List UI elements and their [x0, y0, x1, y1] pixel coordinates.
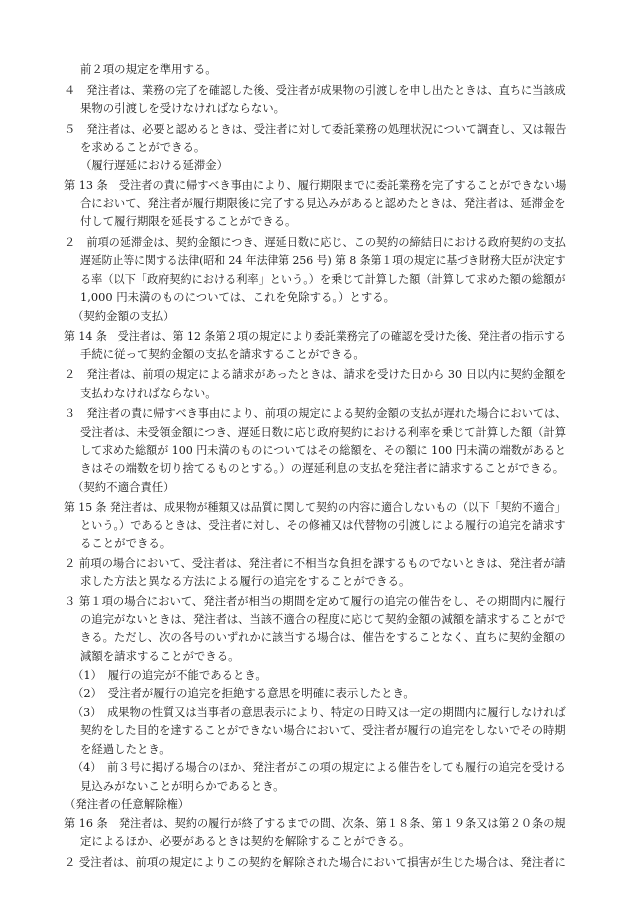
text-line: ２ 発注者は、前項の規定による請求があったときは、請求を受けた日から 30 日以内に契約金額を — [64, 367, 567, 381]
text-line: （1） 履行の追完が不能であるとき。 — [72, 668, 267, 682]
text-line: （契約不適合責任） — [72, 480, 175, 494]
text-line: ３ 発注者の責に帰すべき事由により、前項の規定による契約金額の支払が遅れた場合においては、 — [64, 406, 567, 420]
text-line: 果物の引渡しを受けなければならない。 — [80, 101, 286, 115]
text-line: 受注者は、未受領金額につき、遅延日数に応じ政府契約における利率を乗じて計算した額（計算 — [80, 425, 567, 439]
text-line: きる。ただし、次の各号のいずれかに該当する場合は、催告をすることなく、直ちに契約金額の — [80, 630, 566, 644]
text-line: 求した方法と異なる方法による履行の追完をすることができる。 — [80, 574, 411, 588]
text-line: きはその端数を切り捨てるものとする。）の遅延利息の支払を発注者に請求することができる。 — [80, 461, 565, 475]
text-line: 付して履行期限を延長することができる。 — [80, 214, 297, 228]
text-line: （契約金額の支払） — [72, 309, 175, 323]
text-line: 遅延防止等に関する法律(昭和 24 年法律第 256 号) 第 8 条第１項の規定に基づき財務大臣が決定す — [80, 253, 566, 267]
text-line: 第 13 条 受注者の責に帰すべき事由により、履行期限までに委託業務を完了することができない場 — [64, 178, 567, 192]
text-line: 第 14 条 受注者は、第 12 条第２項の規定により委託業務完了の確認を受けた後、発注者の指示する — [64, 329, 566, 343]
text-line: ２ 受注者は、前項の規定によりこの契約を解除された場合において損害が生じた場合は、発注者に — [64, 855, 566, 869]
text-line: （履行遅延における延滞金） — [80, 158, 229, 172]
text-line: る率（以下「政府契約における利率」という。）を乗じて計算した額（計算して求めた額の総額が — [80, 272, 566, 286]
text-line: して求めた総額が 100 円未満のものについてはその総額を、その額に 100 円未満の端数があると — [80, 443, 566, 457]
text-line: 見込みがないことが明らかであるとき。 — [80, 779, 285, 793]
text-line: 第 15 条 発注者は、成果物が種類又は品質に関して契約の内容に適合しないもの（以下「契約不適合」 — [64, 500, 566, 514]
text-line: ２ 前項の場合において、受注者は、発注者に不相当な負担を課するものでないときは、発注者が請 — [64, 556, 566, 570]
text-line: 第 16 条 発注者は、契約の履行が終了するまでの間、次条、第１８条、第１９条又は第２０条の規 — [64, 816, 566, 830]
text-line: ４ 発注者は、業務の完了を確認した後、受注者が成果物の引渡しを申し出たときは、直ちに当該成 — [64, 83, 566, 97]
text-line: ５ 発注者は、必要と認めるときは、受注者に対して委託業務の処理状況について調査し、又は報告 — [64, 122, 567, 136]
text-line: 定によるほか、必要があるときは契約を解除することができる。 — [80, 834, 411, 848]
text-line: 契約をした目的を達することができない場合において、受注者が履行の追完をしないでその時期 — [80, 723, 566, 737]
text-line: （4） 前３号に掲げる場合のほか、発注者がこの項の規定による催告をしても履行の追完を受ける — [72, 760, 566, 774]
text-line: 支払わなければならない。 — [80, 386, 217, 400]
text-line: という。）であるときは、受注者に対し、その修補又は代替物の引渡しによる履行の追完を請求す — [80, 518, 566, 532]
text-line: 合において、発注者が履行期限後に完了する見込みがあると認めたときは、発注者は、延滞金を — [80, 196, 566, 210]
text-line: を経過したとき。 — [80, 742, 171, 756]
text-line: 1,000 円未満のものについては、これを免除する。）とする。 — [80, 290, 396, 304]
text-line: （発注者の任意解除権） — [64, 797, 190, 811]
text-line: 手続に従って契約金額の支払を請求することができる。 — [80, 347, 365, 361]
text-line: 減額を請求することができる。 — [80, 649, 240, 663]
text-line: ることができる。 — [80, 536, 172, 550]
text-line: ２ 前項の延滞金は、契約金額につき、遅延日数に応じ、この契約の締結日における政府契約の支払 — [64, 235, 566, 249]
text-line: ３ 第１項の場合において、発注者が相当の期間を定めて履行の追完の催告をし、その期間内に履行 — [64, 594, 566, 608]
text-line: を求めることができる。 — [80, 140, 206, 154]
text-line: の追完がないときは、発注者は、当該不適合の程度に応じて契約金額の減額を請求することがで — [80, 612, 566, 626]
text-line: 前２項の規定を準用する。 — [80, 62, 217, 76]
text-line: （2） 受注者が履行の追完を拒絶する意思を明確に表示したとき。 — [72, 686, 415, 700]
text-line: （3） 成果物の性質又は当事者の意思表示により、特定の日時又は一定の期間内に履行しなければ — [72, 705, 566, 719]
